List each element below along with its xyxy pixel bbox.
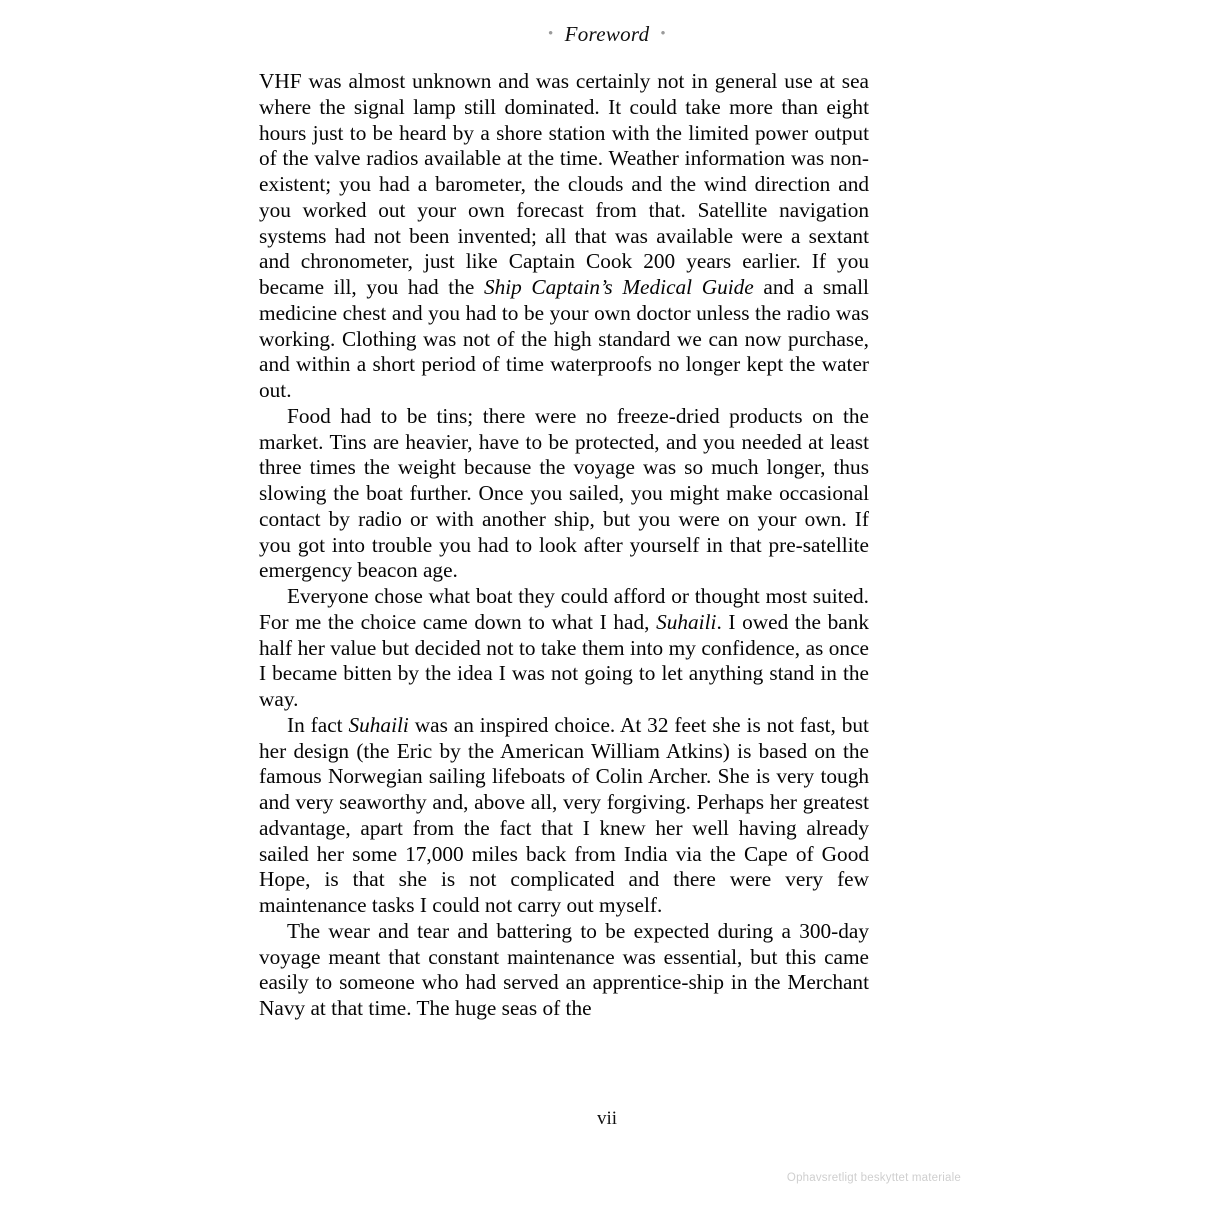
paragraph xyxy=(259,69,869,404)
body-text-column xyxy=(259,69,869,1022)
ornament-right-icon: • xyxy=(660,26,666,42)
paragraph xyxy=(259,713,869,919)
paragraph xyxy=(259,919,869,1022)
text-run: Everyone chose what boat they could afford or thought most suited. For me the choice came down to what I had, xyxy=(259,584,869,634)
italic-title: Suhaili xyxy=(348,712,409,737)
ornament-left-icon: • xyxy=(548,26,554,42)
text-run: VHF was almost unknown and was certainly not in general use at sea where the signal lamp still dominated. It could take more than eight hours just to be heard by a shore station with the limited power output of the valve radios available at the time. Weather information was non-existent; you had a barometer, the clouds and the wind direction and you worked out your own forecast from that. Satellite navigation systems had not been invented; all that was available were a sextant and chronometer, just like Captain Cook 200 years earlier. If you became ill, you had the xyxy=(259,69,869,299)
paragraph xyxy=(259,404,869,584)
running-head-title: Foreword xyxy=(564,22,650,46)
text-run: Food had to be tins; there were no freeze-dried products on the market. Tins are heavier, have to be protected, and you needed at least three times the weight because the voyage was so much longer, thus slowing the boat further. Once you sailed, you might make occasional contact by radio or with another ship, but you were on your own. If you got into trouble you had to look after yourself in that pre-satellite emergency beacon age. xyxy=(259,403,869,583)
copyright-notice: Ophavsretligt beskyttet materiale xyxy=(786,1172,961,1184)
text-run: . I owed the bank half her value but decided not to take them into my confidence, as once I became bitten by the idea I was not going to let anything stand in the way. xyxy=(259,609,869,711)
text-run: and a small medicine chest and you had to be your own doctor unless the radio was working. Clothing was not of the high standard we can now purchase, and within a short period of time waterproofs no longer kept the water out. xyxy=(259,275,869,402)
paragraph xyxy=(259,584,869,713)
text-run: In fact xyxy=(287,712,349,737)
running-head xyxy=(0,22,1214,47)
page-number: vii xyxy=(596,1108,618,1129)
italic-title: Ship Captain’s Medical Guide xyxy=(483,275,754,299)
text-run: The wear and tear and battering to be expected during a 300-day voyage meant that constant maintenance was essential, but this came easily to someone who had served an apprentice-ship in the Merchant Navy at that time. The huge seas of the xyxy=(259,918,869,1020)
italic-title: Suhaili xyxy=(656,609,717,634)
text-run: was an inspired choice. At 32 feet she is not fast, but her design (the Eric by the American William Atkins) is based on the famous Norwegian sailing lifeboats of Colin Archer. She is very tough and very seaworthy and, above all, very forgiving. Perhaps her greatest advantage, apart from the fact that I knew her well having already sailed her some 17,000 miles back from India via the Cape of Good Hope, is that she is not complicated and there were very few maintenance tasks I could not carry out myself. xyxy=(259,712,869,917)
